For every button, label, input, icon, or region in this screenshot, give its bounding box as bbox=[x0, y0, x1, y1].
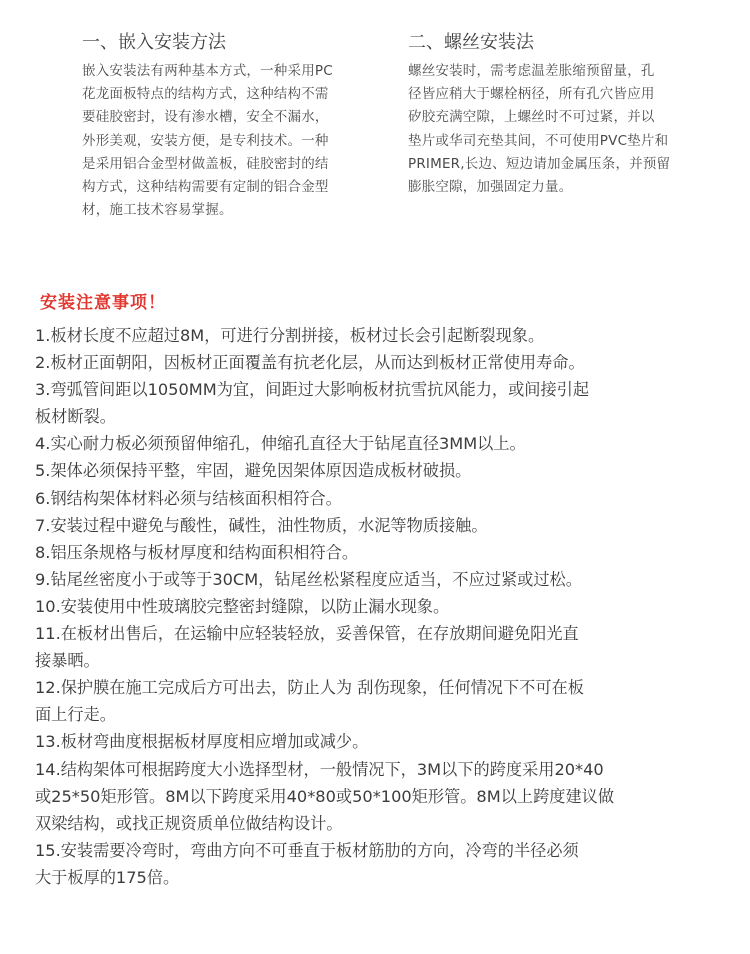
embedded-method-title: 一、嵌入安装方法 bbox=[82, 32, 226, 53]
notice-item-line: 5.架体必须保持平整，牢固，避免因架体原因造成板材破损。 bbox=[35, 461, 472, 481]
notice-item-line: 11.在板材出售后，在运输中应轻装轻放，妥善保管，在存放期间避免阳光直 bbox=[35, 624, 579, 644]
notice-item bbox=[35, 674, 735, 728]
notice-item-line: 双梁结构，或找正规资质单位做结构设计。 bbox=[35, 813, 343, 833]
notice-item-line: 10.安装使用中性玻璃胶完整密封缝隙，以防止漏水现象。 bbox=[35, 596, 450, 616]
screw-method-line: 垫片或华司充垫其间，不可使用PVC垫片和 bbox=[408, 132, 669, 149]
notice-item-line: 14.结构架体可根据跨度大小选择型材，一般情况下，3M以下的跨度采用20*40 bbox=[35, 759, 604, 779]
notice-item-line: 接暴晒。 bbox=[35, 651, 100, 671]
notice-item bbox=[35, 430, 735, 457]
screw-method-line: 径皆应稍大于螺栓柄径，所有孔穴皆应用 bbox=[408, 86, 655, 103]
embedded-method-line: 构方式，这种结构需要有定制的铝合金型 bbox=[82, 179, 329, 196]
notice-item-line: 3.弯弧管间距以1050MM为宜，间距过大影响板材抗雪抗风能力，或间接引起 bbox=[35, 380, 590, 400]
screw-method-body bbox=[408, 60, 708, 199]
screw-method-section bbox=[408, 30, 708, 199]
notice-item-line: 9.钻尾丝密度小于或等于30CM，钻尾丝松紧程度应适当，不应过紧或过松。 bbox=[35, 569, 582, 589]
embedded-method-line: 材，施工技术容易掌握。 bbox=[82, 202, 233, 219]
notice-item-line: 13.板材弯曲度根据板材厚度相应增加或减少。 bbox=[35, 732, 369, 752]
screw-method-line: PRIMER,长边、短边请加金属压条，并预留 bbox=[408, 155, 671, 172]
notice-item bbox=[35, 485, 735, 512]
embedded-method-line: 要硅胶密封，设有渗水槽，安全不漏水， bbox=[82, 109, 329, 126]
notice-item-line: 板材断裂。 bbox=[35, 407, 116, 427]
embedded-method-line: 是采用铝合金型材做盖板，硅胶密封的结 bbox=[82, 155, 329, 172]
embedded-method-body bbox=[82, 60, 372, 222]
notice-item-line: 或25*50矩形管。8M以下跨度采用40*80或50*100矩形管。8M以上跨度建议做 bbox=[35, 786, 615, 806]
notice-item-line: 15.安装需要冷弯时，弯曲方向不可垂直于板材筋肋的方向，冷弯的半径必须 bbox=[35, 840, 579, 860]
notice-item bbox=[35, 756, 735, 837]
notice-item-line: 8.铝压条规格与板材厚度和结构面积相符合。 bbox=[35, 542, 359, 562]
notice-item bbox=[35, 322, 735, 349]
notice-item bbox=[35, 512, 735, 539]
notice-item bbox=[35, 593, 735, 620]
notice-item-line: 1.板材长度不应超过8M，可进行分割拼接，板材过长会引起断裂现象。 bbox=[35, 326, 545, 345]
embedded-method-line: 花龙面板特点的结构方式，这种结构不需 bbox=[82, 86, 329, 103]
embedded-method-line: 外形美观，安装方便，是专利技术。一种 bbox=[82, 132, 329, 149]
notice-item-line: 6.钢结构架体材料必须与结核面积相符合。 bbox=[35, 488, 342, 508]
notice-item bbox=[35, 728, 735, 755]
notice-item bbox=[35, 376, 735, 430]
notice-item bbox=[35, 457, 735, 484]
notice-item-line: 2.板材正面朝阳，因板材正面覆盖有抗老化层，从而达到板材正常使用寿命。 bbox=[35, 353, 585, 373]
screw-method-line: 膨胀空隙，加强固定力量。 bbox=[408, 179, 573, 196]
embedded-method-section bbox=[82, 30, 372, 222]
notice-item bbox=[35, 837, 735, 891]
notice-item bbox=[35, 620, 735, 674]
notice-item-line: 12.保护膜在施工完成后方可出去，防止人为 刮伤现象，任何情况下不可在板 bbox=[35, 678, 584, 698]
notice-item bbox=[35, 566, 735, 593]
notice-item-line: 大于板厚的175倍。 bbox=[35, 867, 180, 887]
notice-item bbox=[35, 539, 735, 566]
screw-method-title: 二、螺丝安装法 bbox=[408, 32, 534, 53]
embedded-method-line: 嵌入安装法有两种基本方式，一种采用PC bbox=[82, 63, 333, 79]
notice-item bbox=[35, 349, 735, 376]
notice-title: 安装注意事项！ bbox=[40, 293, 166, 313]
notice-item-line: 7.安装过程中避免与酸性，碱性，油性物质，水泥等物质接触。 bbox=[35, 515, 488, 535]
notice-item-line: 4.实心耐力板必须预留伸缩孔，伸缩孔直径大于钻尾直径3MM以上。 bbox=[35, 434, 526, 454]
notice-list bbox=[35, 322, 735, 891]
notice-item-line: 面上行走。 bbox=[35, 705, 116, 725]
screw-method-line: 螺丝安装时，需考虑温差胀缩预留量，孔 bbox=[408, 63, 655, 79]
screw-method-line: 矽胶充满空隙，上螺丝时不可过紧，并以 bbox=[408, 109, 655, 126]
